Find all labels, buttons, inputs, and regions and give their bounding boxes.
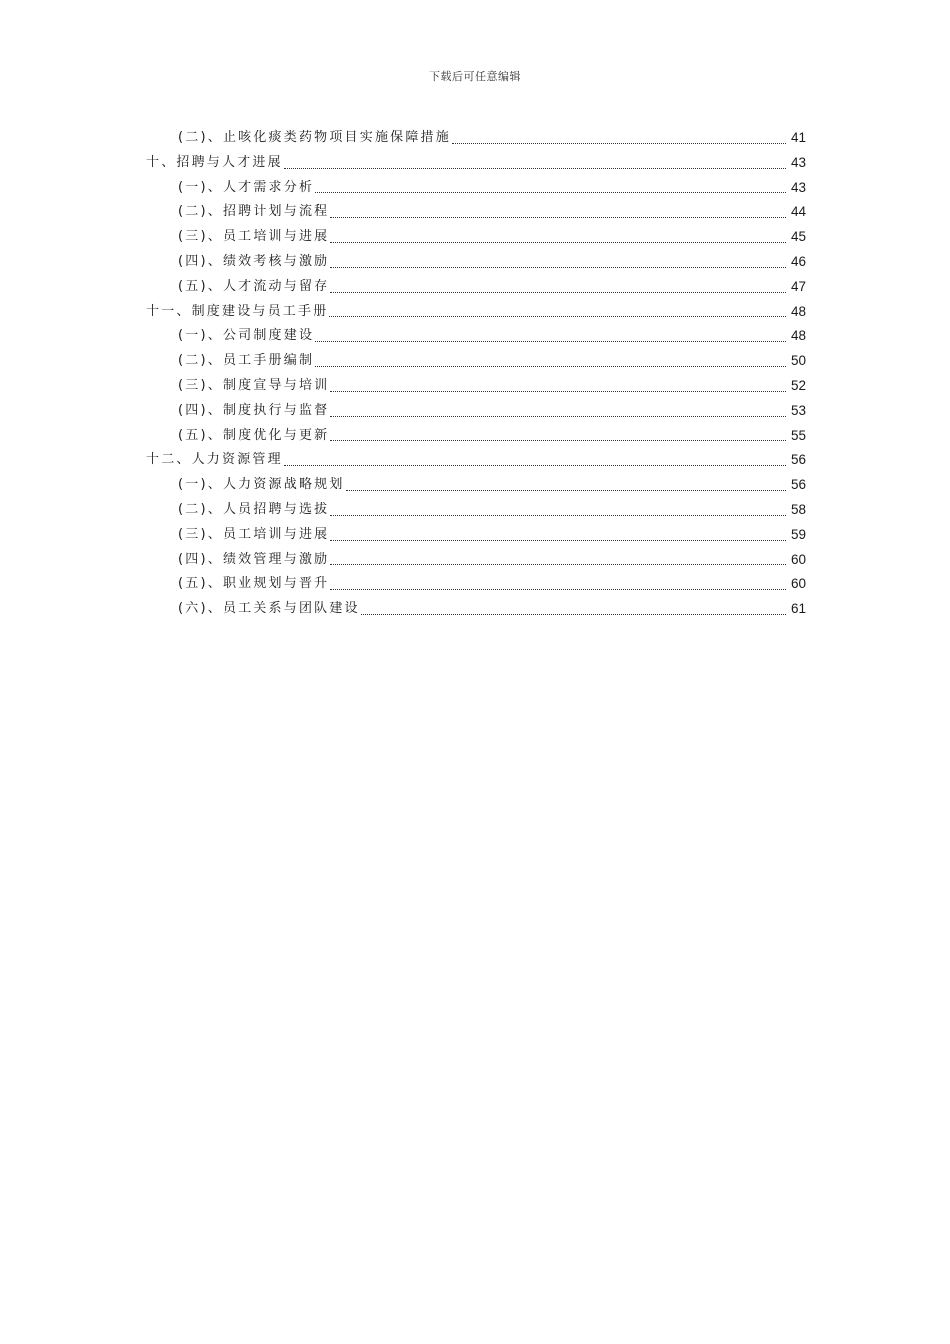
toc-entry[interactable] [0, 548, 950, 573]
toc-entry[interactable] [0, 176, 950, 201]
toc-entry-page: 47 [790, 278, 806, 294]
toc-entry-title: (四)、绩效管理与激励 [178, 551, 330, 567]
dot-leader [346, 490, 786, 491]
dot-leader [329, 316, 786, 317]
toc-entry-title: (二)、员工手册编制 [178, 353, 315, 369]
toc-entry-title: (四)、绩效考核与激励 [178, 253, 330, 269]
toc-entry-page: 59 [790, 526, 806, 542]
toc-entry[interactable] [0, 324, 950, 349]
toc-entry[interactable] [0, 225, 950, 250]
dot-leader [330, 242, 786, 243]
toc-entry-page: 56 [790, 477, 806, 493]
toc-entry-title: (六)、员工关系与团队建设 [178, 601, 360, 617]
dot-leader [330, 416, 786, 417]
toc-entry-page: 48 [790, 303, 806, 319]
toc-entry-title: (五)、制度优化与更新 [178, 427, 330, 443]
toc-entry[interactable] [0, 250, 950, 275]
toc-entry-title: 十、招聘与人才进展 [146, 154, 283, 170]
toc-entry[interactable] [0, 424, 950, 449]
toc-entry-title: (三)、员工培训与进展 [178, 229, 330, 245]
toc-entry[interactable] [0, 448, 950, 473]
toc-entry[interactable] [0, 151, 950, 176]
dot-leader [330, 564, 786, 565]
toc-entry[interactable] [0, 200, 950, 225]
toc-entry-page: 52 [790, 377, 806, 393]
dot-leader [330, 391, 786, 392]
dot-leader [330, 292, 786, 293]
toc-entry-page: 44 [790, 204, 806, 220]
dot-leader [284, 168, 786, 169]
toc-entry-page: 53 [790, 402, 806, 418]
toc-entry-title: (二)、招聘计划与流程 [178, 204, 330, 220]
toc-entry-page: 56 [790, 452, 806, 468]
toc-entry[interactable] [0, 300, 950, 325]
dot-leader [315, 192, 786, 193]
toc-entry-page: 55 [790, 427, 806, 443]
toc-entry-page: 48 [790, 328, 806, 344]
dot-leader [330, 440, 786, 441]
toc-entry-title: (二)、人员招聘与选拔 [178, 501, 330, 517]
toc-entry-title: (二)、止咳化痰类药物项目实施保障措施 [178, 130, 451, 145]
toc-entry[interactable] [0, 523, 950, 548]
toc-entry[interactable] [0, 572, 950, 597]
dot-leader [330, 515, 786, 516]
toc-entry-page: 61 [790, 601, 806, 617]
toc-entry-title: (一)、人力资源战略规划 [178, 477, 345, 493]
toc-entry[interactable] [0, 349, 950, 374]
toc-entry[interactable] [0, 374, 950, 399]
dot-leader [315, 366, 786, 367]
toc-entry[interactable] [0, 498, 950, 523]
toc-entry[interactable] [0, 399, 950, 424]
toc-entry-page: 46 [790, 253, 806, 269]
toc-entry-page: 43 [790, 154, 806, 170]
toc-entry-page: 58 [790, 501, 806, 517]
toc-entry-title: (一)、公司制度建设 [178, 328, 315, 344]
toc-entry-title: (五)、人才流动与留存 [178, 278, 330, 294]
toc-entry-page: 60 [790, 551, 806, 567]
dot-leader [330, 589, 786, 590]
toc-entry-page: 45 [790, 229, 806, 245]
toc-entry-page: 43 [790, 179, 806, 195]
toc-entry[interactable] [0, 126, 950, 151]
dot-leader [330, 540, 786, 541]
toc-entry[interactable] [0, 275, 950, 300]
dot-leader [315, 341, 786, 342]
toc-entry-title: 十一、制度建设与员工手册 [146, 303, 329, 319]
dot-leader [330, 217, 786, 218]
toc-entry-page: 60 [790, 576, 806, 592]
toc-entry-title: 十二、人力资源管理 [146, 452, 283, 468]
table-of-contents [0, 126, 950, 622]
toc-entry-title: (三)、员工培训与进展 [178, 526, 330, 542]
toc-entry[interactable] [0, 597, 950, 622]
toc-entry-page: 41 [790, 130, 806, 145]
toc-entry-title: (五)、职业规划与晋升 [178, 576, 330, 592]
toc-entry-title: (一)、人才需求分析 [178, 179, 315, 195]
dot-leader [452, 143, 786, 144]
toc-entry-page: 50 [790, 353, 806, 369]
toc-entry[interactable] [0, 473, 950, 498]
dot-leader [361, 614, 786, 615]
dot-leader [284, 465, 786, 466]
page-header: 下载后可任意编辑 [429, 70, 521, 83]
toc-entry-title: (三)、制度宣导与培训 [178, 377, 330, 393]
toc-entry-title: (四)、制度执行与监督 [178, 402, 330, 418]
dot-leader [330, 267, 786, 268]
